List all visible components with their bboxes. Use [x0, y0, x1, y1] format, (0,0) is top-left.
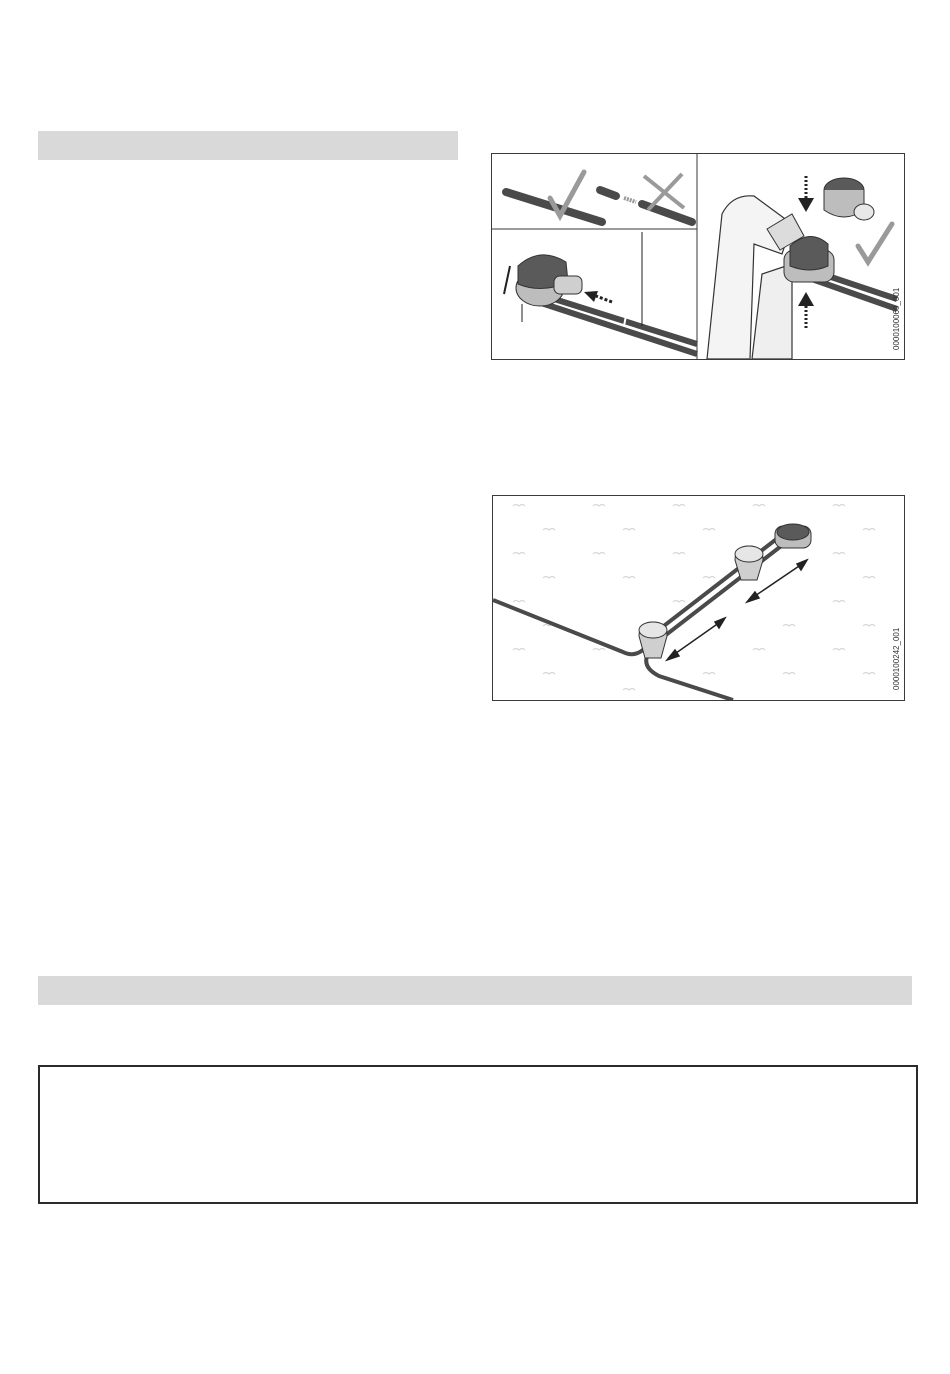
- incorrect-wire-end: [600, 190, 692, 222]
- callout-line: [504, 266, 510, 294]
- wire-peg: [639, 622, 667, 658]
- check-mark-icon: [858, 224, 892, 262]
- wire-connector: [516, 255, 582, 306]
- wire-routing-illustration: [493, 496, 904, 700]
- up-arrow-icon: [798, 292, 814, 330]
- section-heading-band: [38, 976, 912, 1005]
- figure-wire-routing: [492, 495, 905, 701]
- grass-pattern: [513, 505, 875, 691]
- figure-wire-connector: [491, 153, 905, 360]
- wire-peg: [735, 546, 763, 580]
- finished-connector: [824, 178, 874, 220]
- figure-code: 0000100060_001: [892, 287, 901, 350]
- figure-code: 0000100242_001: [892, 627, 901, 690]
- down-arrow-icon: [798, 176, 814, 212]
- wire-connector-illustration: [492, 154, 904, 359]
- dimension-arrow-icon: [667, 560, 807, 660]
- wire-connector: [775, 524, 811, 548]
- section-heading-band: [38, 131, 458, 160]
- notice-box: [38, 1065, 918, 1204]
- insert-arrow-icon: [584, 291, 612, 302]
